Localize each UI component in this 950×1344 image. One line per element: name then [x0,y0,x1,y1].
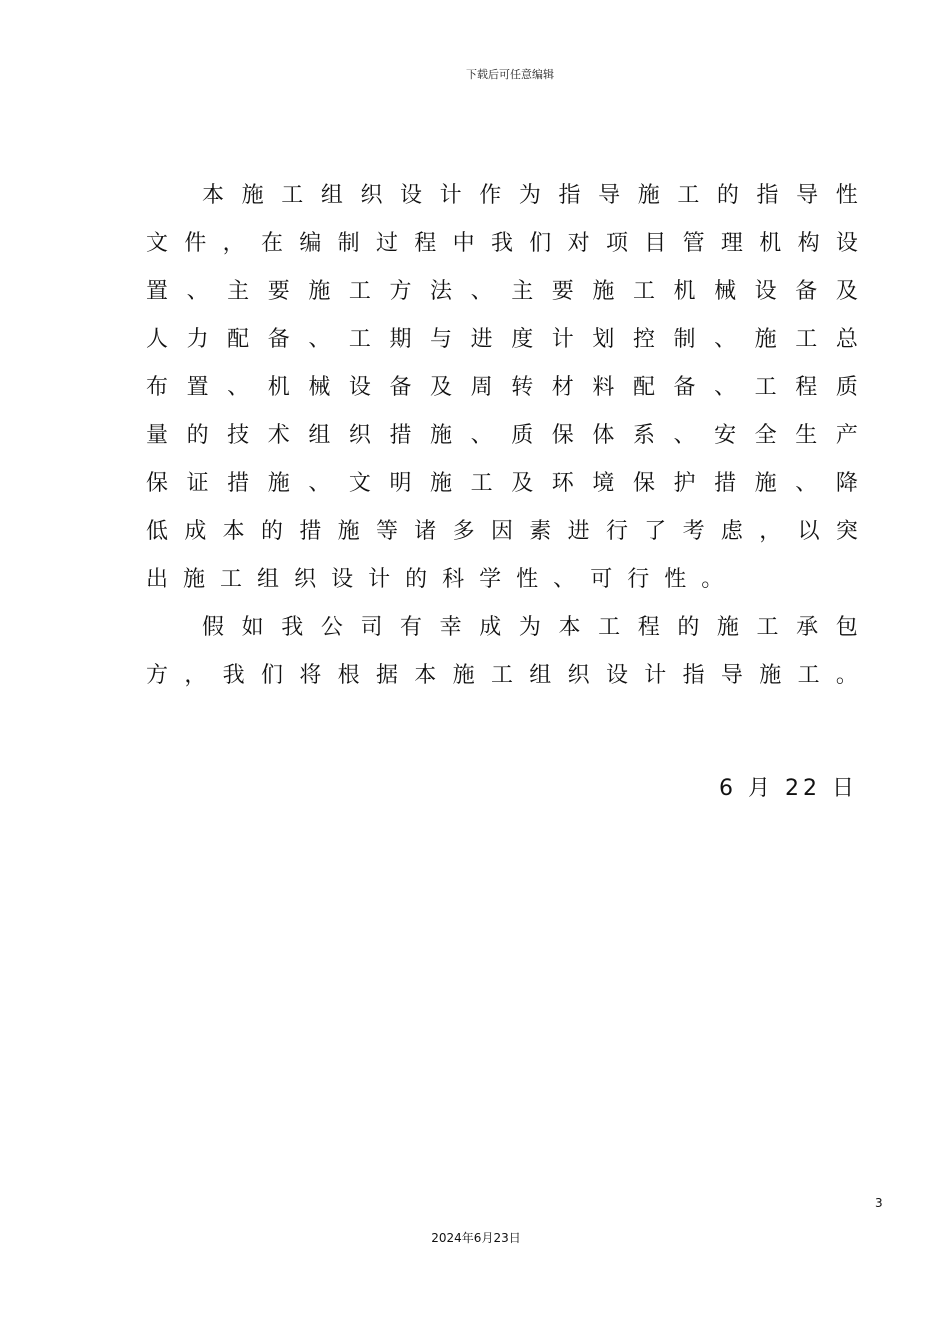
paragraph-1-line-7: 保 证 措 施 、 文 明 施 工 及 环 境 保 护 措 施 、 降 [146,471,858,496]
page-header: 下载后可任意编辑 [466,68,554,81]
paragraph-1-line-8: 低 成 本 的 措 施 等 诸 多 因 素 进 行 了 考 虑 ， 以 突 [146,519,858,544]
page-footer-date: 2024年6月23日 [431,1231,521,1245]
paragraph-1-line-6: 量 的 技 术 组 织 措 施 、 质 保 体 系 、 安 全 生 产 [146,423,858,448]
paragraph-1-line-5: 布 置 、 机 械 设 备 及 周 转 材 料 配 备 、 工 程 质 [146,375,858,400]
paragraph-1-line-3: 置 、 主 要 施 工 方 法 、 主 要 施 工 机 械 设 备 及 [146,279,858,304]
document-body [146,172,858,700]
page-number: 3 [875,1196,883,1210]
paragraph-1-line-9: 出 施 工 组 织 设 计 的 科 学 性 、 可 行 性 。 [146,567,724,592]
paragraph-2-line-1: 假 如 我 公 司 有 幸 成 为 本 工 程 的 施 工 承 包 [202,615,858,640]
paragraph-1-line-2: 文 件 ， 在 编 制 过 程 中 我 们 对 项 目 管 理 机 构 设 [146,231,858,256]
signature-date: 6 月 22 日 [719,776,858,801]
paragraph-1-line-4: 人 力 配 备 、 工 期 与 进 度 计 划 控 制 、 施 工 总 [146,327,858,352]
paragraph-1-line-1: 本 施 工 组 织 设 计 作 为 指 导 施 工 的 指 导 性 [202,183,858,208]
paragraph-2-line-2: 方 ， 我 们 将 根 据 本 施 工 组 织 设 计 指 导 施 工 。 [146,663,858,688]
